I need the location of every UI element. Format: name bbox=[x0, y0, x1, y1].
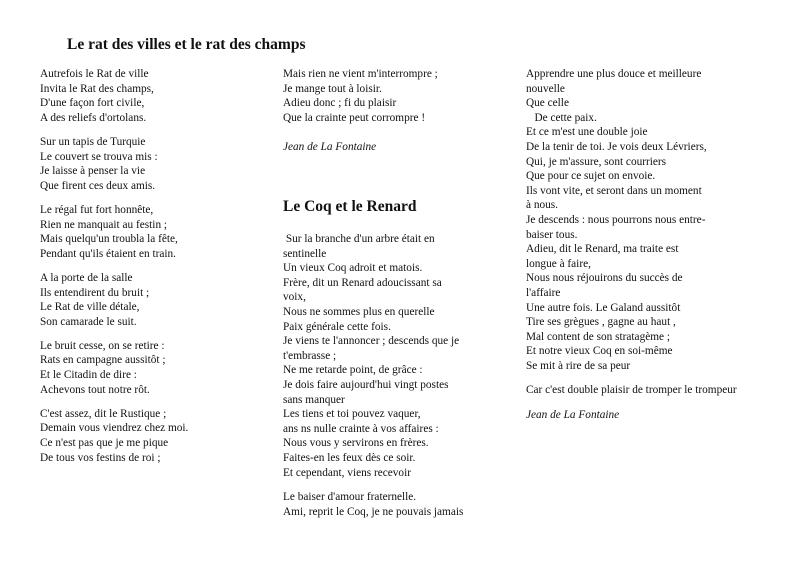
verse-line: à nous. bbox=[526, 199, 559, 212]
verse-line: nouvelle bbox=[526, 82, 565, 95]
verse-line: Je viens te l'annoncer ; descends que je bbox=[283, 335, 460, 348]
verse-line: Nous ne sommes plus en querelle bbox=[283, 305, 435, 318]
verse-line: Faites-en les feux dès ce soir. bbox=[283, 451, 416, 464]
verse-line: Ce n'est pas que je me pique bbox=[40, 437, 169, 450]
verse-line: Adieu, dit le Renard, ma traite est bbox=[526, 243, 679, 256]
verse-line: Paix générale cette fois. bbox=[283, 320, 391, 333]
verse-line: Invita le Rat des champs, bbox=[40, 82, 154, 95]
closing-moral: Car c'est double plaisir de tromper le trompeur bbox=[526, 384, 737, 397]
column-2-bottom bbox=[283, 232, 513, 529]
verse-line: Sur la branche d'un arbre était en bbox=[283, 233, 435, 245]
verse-line: Mais quelqu'un troubla la fête, bbox=[40, 233, 178, 246]
verse-line: Rats en campagne aussitôt ; bbox=[40, 354, 166, 367]
verse-line: Frère, dit un Renard adoucissant sa bbox=[283, 276, 442, 289]
verse-line: ans ns nulle crainte à vos affaires : bbox=[283, 422, 439, 435]
verse-line: Une autre fois. Le Galand aussitôt bbox=[526, 301, 681, 314]
verse-line: De cette paix. bbox=[526, 111, 597, 124]
stanza bbox=[283, 232, 513, 480]
verse-line: Un vieux Coq adroit et matois. bbox=[283, 262, 423, 275]
stanza bbox=[283, 490, 513, 519]
verse-line: Achevons tout notre rôt. bbox=[40, 383, 150, 396]
stanza bbox=[40, 67, 270, 125]
stanza bbox=[526, 67, 756, 373]
verse-line: D'une façon fort civile, bbox=[40, 97, 145, 110]
verse-line: sans manquer bbox=[283, 393, 345, 406]
verse-line: t'embrasse ; bbox=[283, 349, 337, 362]
verse-line: Et le Citadin de dire : bbox=[40, 369, 137, 382]
verse-line: Que pour ce sujet on envoie. bbox=[526, 170, 656, 183]
verse-line: Pendant qu'ils étaient en train. bbox=[40, 247, 176, 260]
stanza bbox=[40, 407, 270, 465]
verse-line: Le couvert se trouva mis : bbox=[40, 150, 158, 163]
column-3 bbox=[526, 67, 756, 423]
verse-line: C'est assez, dit le Rustique ; bbox=[40, 407, 167, 420]
verse-line: A des reliefs d'ortolans. bbox=[40, 111, 147, 124]
stanza bbox=[40, 271, 270, 329]
verse-line: Que celle bbox=[526, 97, 569, 110]
column-2-top bbox=[283, 67, 513, 155]
verse-line: Mais rien ne vient m'interrompre ; bbox=[283, 68, 438, 80]
verse-line: l'affaire bbox=[526, 286, 561, 299]
verse-line: Et cependant, viens recevoir bbox=[283, 466, 411, 479]
verse-line: Mal content de son stratagème ; bbox=[526, 330, 670, 343]
verse-line: Son camarade le suit. bbox=[40, 315, 137, 328]
verse-line: Que firent ces deux amis. bbox=[40, 179, 156, 192]
verse-line: Je laisse à penser la vie bbox=[40, 165, 146, 178]
verse-line: Rien ne manquait au festin ; bbox=[40, 218, 168, 231]
verse-line: Et notre vieux Coq en soi-même bbox=[526, 345, 673, 358]
author-signature: Jean de La Fontaine bbox=[283, 141, 377, 154]
verse-line: Et ce m'est une double joie bbox=[526, 126, 648, 139]
verse-line: Nous vous y servirons en frères. bbox=[283, 437, 429, 450]
verse-line: Demain vous viendrez chez moi. bbox=[40, 422, 189, 435]
verse-line: Les tiens et toi pouvez vaquer, bbox=[283, 408, 421, 421]
verse-line: Le régal fut fort honnête, bbox=[40, 203, 154, 216]
column-1 bbox=[40, 67, 270, 475]
poem-title-rat: Le rat des villes et le rat des champs bbox=[67, 36, 306, 53]
verse-line: Qui, je m'assure, sont courriers bbox=[526, 155, 667, 168]
poem-title-coq: Le Coq et le Renard bbox=[283, 198, 417, 215]
author-signature: Jean de La Fontaine bbox=[526, 409, 620, 422]
verse-line: Je mange tout à loisir. bbox=[283, 82, 382, 95]
verse-line: Apprendre une plus douce et meilleure bbox=[526, 68, 702, 80]
stanza bbox=[283, 67, 513, 125]
verse-line: Se mit à rire de sa peur bbox=[526, 359, 631, 372]
verse-line: Autrefois le Rat de ville bbox=[40, 68, 149, 80]
stanza bbox=[40, 135, 270, 193]
verse-line: voix, bbox=[283, 291, 306, 304]
verse-line: Ami, reprit le Coq, je ne pouvais jamais bbox=[283, 505, 464, 518]
verse-line: Tire ses grègues , gagne au haut , bbox=[526, 316, 676, 329]
stanza bbox=[40, 339, 270, 397]
verse-line: sentinelle bbox=[283, 247, 327, 260]
verse-line: Le baiser d'amour fraternelle. bbox=[283, 491, 417, 504]
verse-line: Que la crainte peut corrompre ! bbox=[283, 111, 426, 124]
verse-line: A la porte de la salle bbox=[40, 271, 133, 284]
verse-line: Je descends : nous pourrons nous entre- bbox=[526, 213, 706, 226]
verse-line: Ils entendirent du bruit ; bbox=[40, 286, 150, 299]
verse-line: Le Rat de ville détale, bbox=[40, 301, 140, 314]
verse-line: longue à faire, bbox=[526, 257, 591, 270]
verse-line: De la tenir de toi. Je vois deux Lévriers, bbox=[526, 140, 707, 153]
verse-line: Je dois faire aujourd'hui vingt postes bbox=[283, 378, 449, 391]
verse-line: Ils vont vite, et seront dans un moment bbox=[526, 184, 702, 197]
verse-line: Sur un tapis de Turquie bbox=[40, 135, 146, 148]
stanza bbox=[40, 203, 270, 261]
verse-line: Ne me retarde point, de grâce : bbox=[283, 364, 423, 377]
verse-line: Adieu donc ; fi du plaisir bbox=[283, 97, 397, 110]
verse-line: baiser tous. bbox=[526, 228, 578, 241]
verse-line: Nous nous réjouirons du succès de bbox=[526, 272, 683, 285]
verse-line: De tous vos festins de roi ; bbox=[40, 451, 161, 464]
verse-line: Le bruit cesse, on se retire : bbox=[40, 339, 165, 352]
